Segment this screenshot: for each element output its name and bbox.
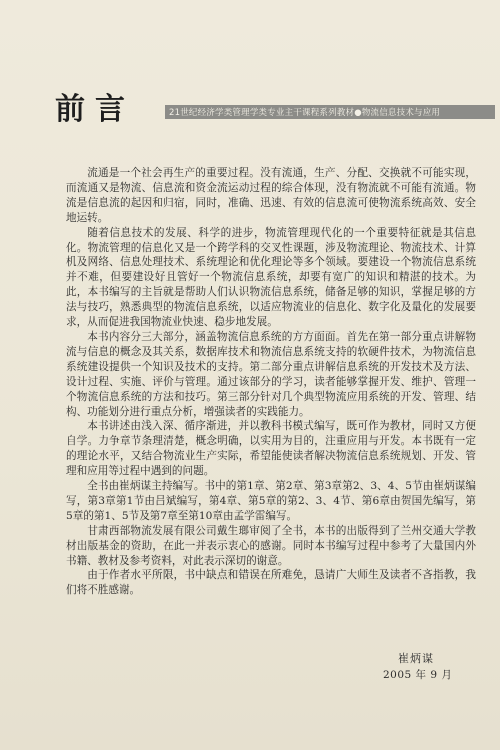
author-signature: 崔炳谋: [398, 652, 434, 665]
paragraph: 流通是一个社会再生产的重要过程。没有流通，生产、分配、交换就不可能实现，而流通又是物流、信息流和资金流运动过程的综合体现，没有物流就不可能有流通。物流是信息流的起因和归宿，同时，准确、迅速、有效的信息流可使物流系统高效、安全地运转。: [66, 167, 476, 224]
page-title: 前言: [55, 92, 135, 127]
series-title: 21世纪经济学类管理学类专业主干课程系列教材●物流信息技术与应用: [169, 108, 441, 118]
page-header: [55, 84, 495, 127]
paragraph: 甘肃西部物流发展有限公司戴生瑯审阅了全书，本书的出版得到了兰州交通大学教材出版基金的资助，在此一并表示衷心的感谢。同时本书编写过程中参考了大量国内外书籍、教材及参考资料，对此表示深切的谢意。: [66, 524, 476, 567]
signature-date: 2005 年 9 月: [383, 669, 453, 681]
bleed-through-shadow: [150, 130, 164, 155]
preface-body: [66, 166, 476, 598]
paragraph: 由于作者水平所限，书中缺点和错误在所难免，恳请广大师生及读者不吝指教，我们将不胜感谢。: [66, 569, 476, 597]
paragraph: 本书讲述由浅入深、循序渐进，并以教科书模式编写，既可作为教材，同时又方便自学。力争章节条理清楚，概念明确，以实用为目的，注重应用与开发。本书既有一定的理论水平，又结合物流业生产实际，希望能使读者解决物流信息系统规划、开发、管理和应用等过程中遇到的问题。: [66, 420, 476, 478]
paragraph: 全书由崔炳谋主持编写。书中的第1章、第2章、第3章第2、3、4、5节由崔炳谋编写，第3章第1节由吕斌编写，第4章、第5章的第2、3、4节、第6章由贺国先编写，第5章的第1、5节及第7章至第10章由孟学雷编写。: [66, 480, 476, 522]
paragraph: 本书内容分三大部分，涵盖物流信息系统的方方面面。首先在第一部分重点讲解物流与信息的概念及其关系，数据库技术和物流信息系统支持的软硬件技术，为物流信息系统建设提供一个知识及技术的支持。第二部分重点讲解信息系统的开发技术及方法、设计过程、实施、评价与管理。通过该部分的学习，读者能够掌握开发、维护、管理一个物流信息系统的方法和技巧。第三部分针对几个典型物流应用系统的开发、管理、结构、功能划分进行重点分析，增强读者的实践能力。: [66, 330, 476, 418]
paragraph: 随着信息技术的发展、科学的进步，物流管理现代化的一个重要特征就是其信息化。物流管理的信息化又是一个跨学科的交叉性课题，涉及物流理论、物流技术、计算机及网络、信息处理技术、系统理论和优化理论等多个领域。要建设一个物流信息系统并不难，但要建设好且管好一个物流信息系统，却要有宽广的知识和精湛的技术。为此，本书编写的主旨就是帮助人们认识物流信息系统，储备足够的知识，掌握足够的方法与技巧，熟悉典型的物流信息系统，以适应物流业的信息化、数字化及量化的发展要求，从而促进我国物流业快速、稳步地发展。: [66, 226, 476, 329]
